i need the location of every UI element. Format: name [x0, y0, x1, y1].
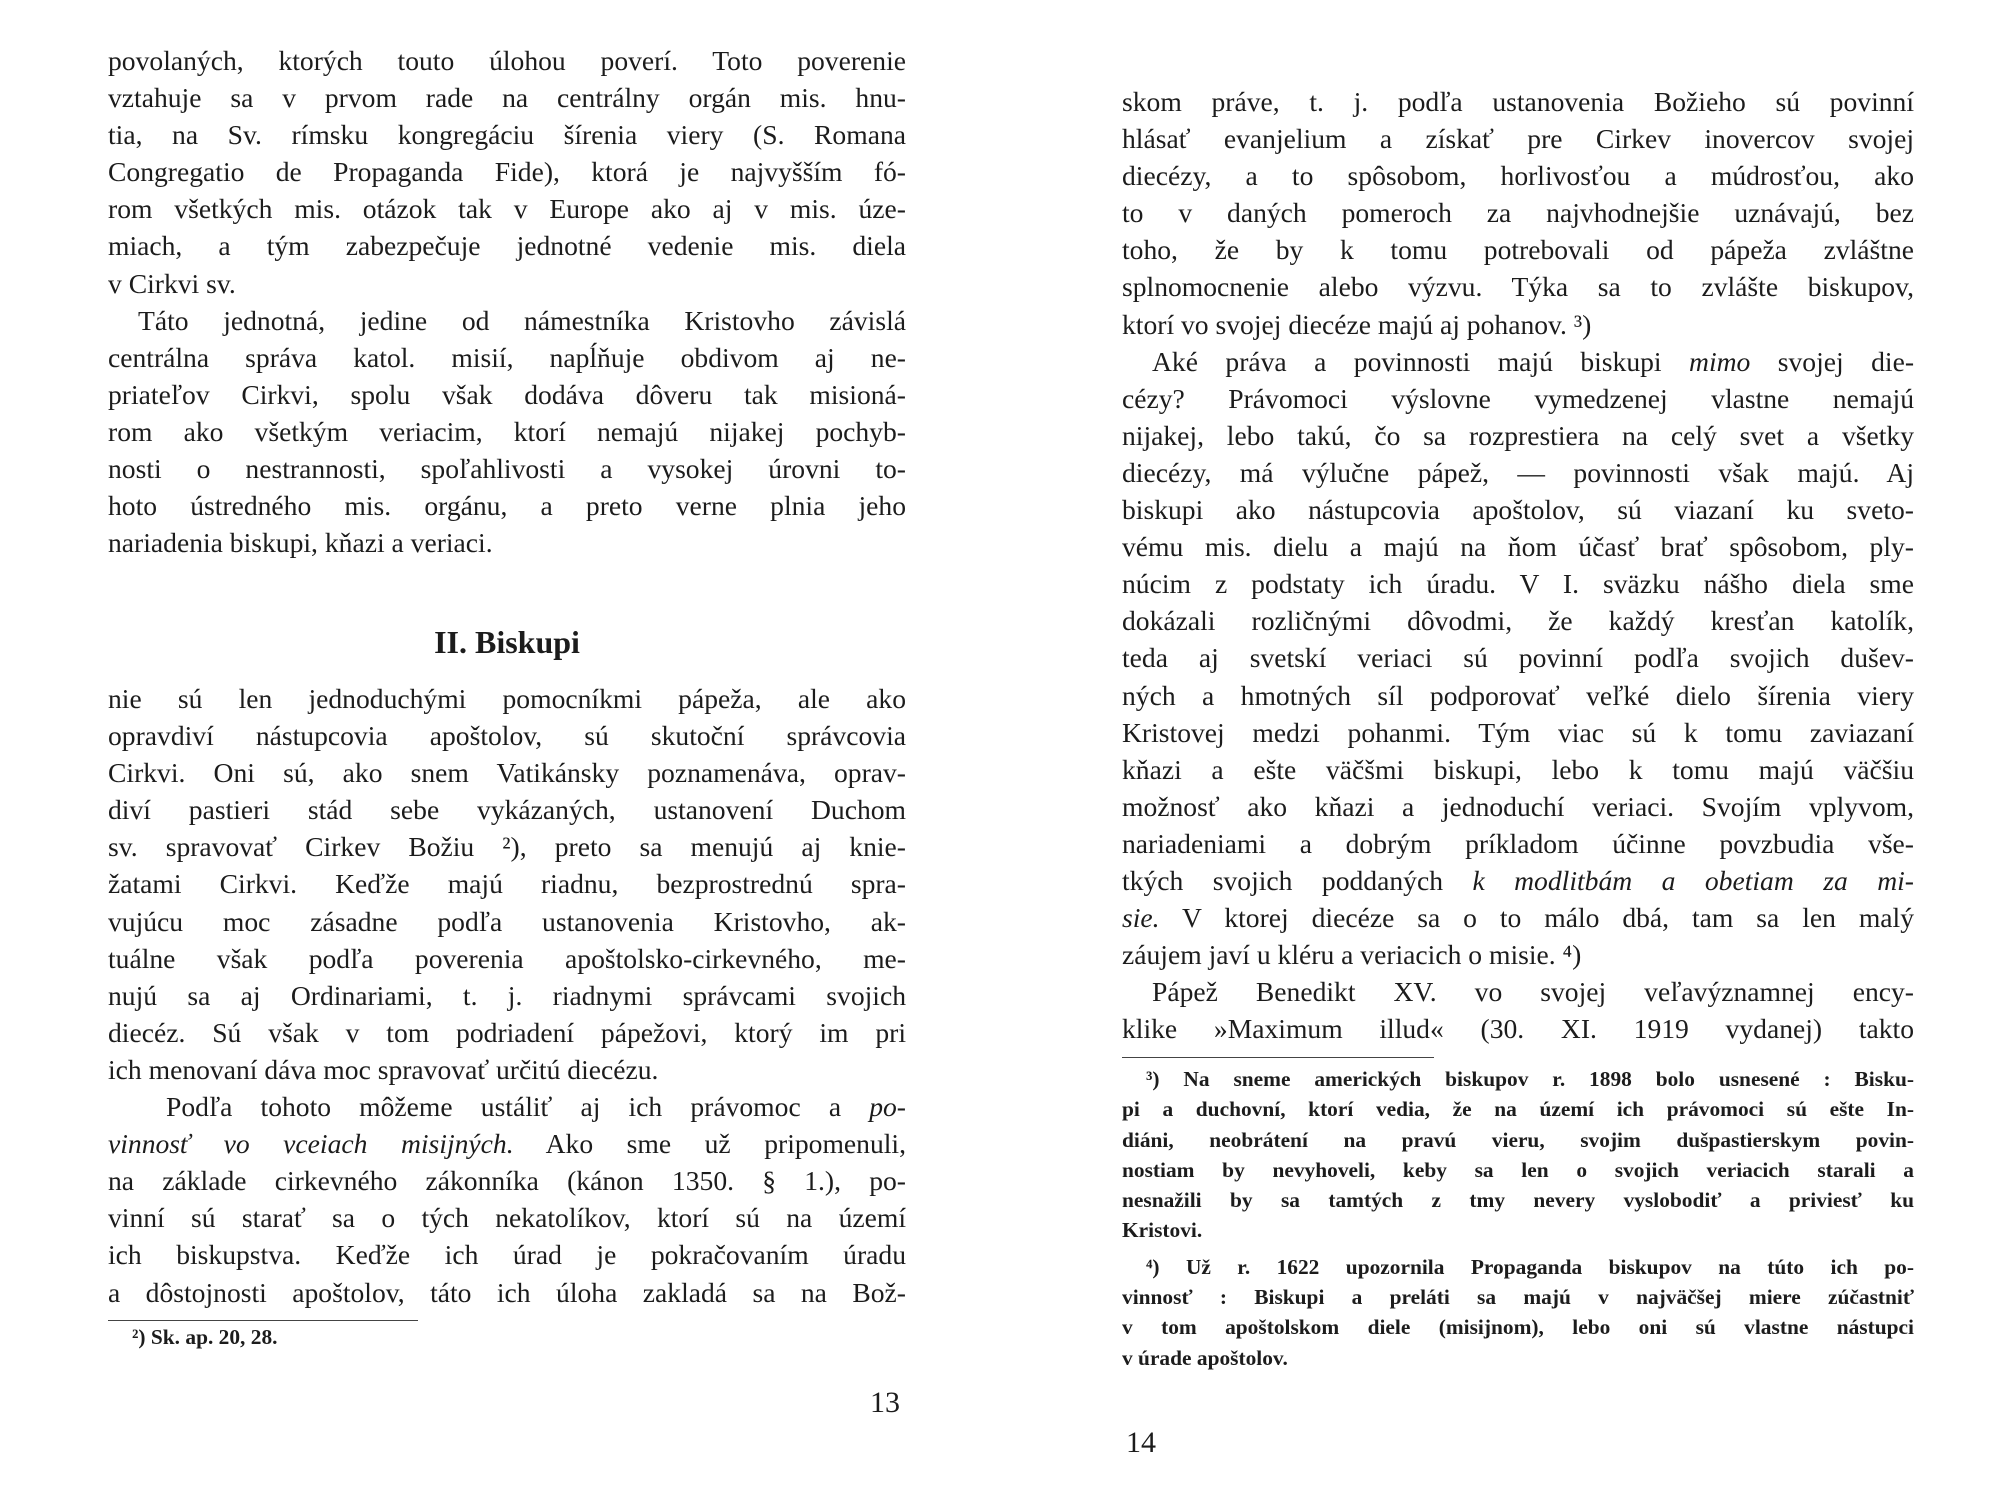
text-line: rom ako všetkým veriacim, ktorí nemajú nijakej pochyb-	[108, 415, 906, 447]
text-line: splnomocnenie alebo výzvu. Týka sa to zvlášte biskupov,	[1122, 271, 1914, 303]
text-line: na základe cirkevného zákonníka (kánon 1350. § 1.), po-	[108, 1165, 906, 1197]
footnote-divider	[108, 1320, 418, 1321]
text-run: tkých svojich poddaných	[1122, 864, 1473, 896]
text-line: nijakej, lebo takú, čo sa rozprestiera na celý svet a všetky	[1122, 419, 1914, 451]
text-line: ktorí vo svojej diecéze majú aj pohanov. ³)	[1122, 308, 1592, 340]
text-line: tuálne však podľa poverenia apoštolsko-cirkevného, me-	[108, 942, 906, 974]
text-run: Podľa tohoto môžeme ustáliť aj ich právomoc a	[166, 1091, 870, 1123]
page-number: 13	[870, 1386, 900, 1419]
text-line: povolaných, ktorých touto úlohou poverí. Toto poverenie	[108, 45, 906, 76]
text-line: Congregatio de Propaganda Fide), ktorá je najvyšším fó-	[108, 156, 906, 188]
text-line: možnosť ako kňazi a jednoduchí veriaci. Svojím vplyvom,	[1122, 790, 1914, 822]
left-paragraph-3	[108, 680, 906, 1088]
text-line: nariadeniami a dobrým príkladom účinne povzbudia vše-	[1122, 827, 1914, 859]
left-paragraph-4	[108, 1088, 906, 1311]
footnote-line: vinnosť : Biskupi a preláti sa majú v najväčšej miere zúčastniť	[1122, 1285, 1914, 1310]
text-line: skom práve, t. j. podľa ustanovenia Božieho sú povinní	[1122, 86, 1914, 117]
footnote-4	[1122, 1252, 1914, 1373]
footnote-3	[1122, 1064, 1914, 1246]
text-line: a dôstojnosti apoštolov, táto ich úloha zakladá sa na Bož-	[108, 1276, 906, 1308]
footnote-line: v úrade apoštolov.	[1122, 1345, 1288, 1370]
italic-text: mimo	[1689, 345, 1751, 377]
footnote-line: ³) Na sneme amerických biskupov r. 1898 bolo usnesené : Bisku-	[1146, 1067, 1914, 1091]
text-line: biskupi ako nástupcovia apoštolov, sú viazaní ku sveto-	[1122, 494, 1914, 526]
text-line: Pápež Benedikt XV. vo svojej veľavýznamnej ency-	[1152, 976, 1914, 1008]
text-line	[1122, 862, 1914, 899]
left-paragraph-2	[108, 302, 906, 562]
text-line: nie sú len jednoduchými pomocníkmi pápeža, ale ako	[108, 683, 906, 714]
left-body-text	[108, 42, 906, 561]
left-footnotes	[132, 1322, 532, 1352]
text-line	[108, 1125, 906, 1162]
right-paragraph-3	[1122, 973, 1914, 1047]
footnote-line: nostiam by nevyhoveli, keby sa len o svojich veriacich starali a	[1122, 1157, 1914, 1182]
text-line: nosti o nestrannosti, spoľahlivosti a vysokej úrovni to-	[108, 453, 906, 485]
footnote-line: Kristovi.	[1122, 1218, 1203, 1243]
text-line: tia, na Sv. rímsku kongregáciu šírenia viery (S. Romana	[108, 119, 906, 151]
text-line: diecézy, má výlučne pápež, — povinnosti však majú. Aj	[1122, 456, 1914, 488]
italic-text: sie.	[1122, 902, 1160, 934]
text-line: rom všetkých mis. otázok tak v Europe ako aj v mis. úze-	[108, 193, 906, 225]
footnote-divider	[1122, 1057, 1434, 1058]
footnote-line: ⁴) Už r. 1622 upozornila Propaganda biskupov na túto ich po-	[1146, 1254, 1914, 1279]
footnote-line: diáni, neobrátení na pravú vieru, svojim dušpastierskym povin-	[1122, 1127, 1914, 1152]
text-line: Kristovej medzi pohanmi. Tým viac sú k tomu zaviazaní	[1122, 716, 1914, 748]
footnote-2: ²) Sk. ap. 20, 28.	[132, 1325, 278, 1349]
text-line: kňazi a ešte väčšmi biskupi, lebo k tomu majú väčšiu	[1122, 753, 1914, 785]
text-line: sv. spravovať Cirkev Božiu ²), preto sa menujú aj knie-	[108, 831, 906, 863]
text-line: vztahuje sa v prvom rade na centrálny orgán mis. hnu-	[108, 82, 906, 114]
text-line: hlásať evanjelium a získať pre Cirkev inovercov svojej	[1122, 123, 1914, 155]
text-line: to v daných pomeroch za najvhodnejšie uznávajú, bez	[1122, 197, 1914, 229]
section-heading: II. Biskupi	[434, 624, 580, 660]
text-line: v Cirkvi sv.	[108, 267, 236, 299]
text-run: Ako sme už pripomenuli,	[513, 1128, 906, 1160]
text-line: opravdiví nástupcovia apoštolov, sú skutoční správcovia	[108, 720, 906, 752]
right-footnotes	[1122, 1064, 1914, 1373]
text-line: centrálna správa katol. misií, napĺňuje obdivom aj ne-	[108, 341, 906, 373]
text-line: diecéz. Sú však v tom podriadení pápežovi, ktorý im pri	[108, 1016, 906, 1048]
text-line: hoto ústredného mis. orgánu, a preto verne plnia jeho	[108, 490, 906, 522]
italic-text: vinnosť vo vceiach misijných.	[108, 1128, 514, 1160]
text-line: diví pastieri stád sebe vykázaných, ustanovení Duchom	[108, 794, 906, 826]
text-line: vujúcu moc zásadne podľa ustanovenia Kristovho, ak-	[108, 905, 906, 937]
text-line: cézy? Právomoci výslovne vymedzenej vlastne nemajú	[1122, 382, 1914, 414]
text-line	[1122, 899, 1914, 936]
text-line: ich biskupstva. Keďže ich úrad je pokračovaním úradu	[108, 1239, 906, 1271]
italic-text: k modlitbám a obetiam za mi-	[1472, 864, 1914, 896]
text-line: miach, a tým zabezpečuje jednotné vedenie mis. diela	[108, 230, 906, 262]
text-run: Aké práva a povinnosti majú biskupi	[1152, 345, 1690, 377]
footnote-line: pi a duchovní, ktorí vedia, že na území ich právomoci sú ešte In-	[1122, 1097, 1914, 1122]
text-line: toho, že by k tomu potrebovali od pápeža zvláštne	[1122, 234, 1914, 266]
text-line: žatami Cirkvi. Keďže majú riadnu, bezprostrednú spra-	[108, 868, 906, 900]
text-line	[1122, 343, 1914, 380]
text-line: nariadenia biskupi, kňazi a veriaci.	[108, 527, 493, 559]
italic-text: po-	[869, 1091, 906, 1123]
text-line: vému mis. dielu a majú na ňom účasť brať spôsobom, ply-	[1122, 531, 1914, 563]
text-line: priateľov Cirkvi, spolu však dodáva dôveru tak misioná-	[108, 378, 906, 410]
right-body-text	[1122, 83, 1914, 1047]
text-line: ných a hmotných síl podporovať veľké dielo šírenia viery	[1122, 679, 1914, 711]
text-line: diecézy, a to spôsobom, horlivosťou a múdrosťou, ako	[1122, 160, 1914, 192]
right-paragraph-1	[1122, 83, 1914, 343]
text-line: ich menovaní dáva moc spravovať určitú diecézu.	[108, 1053, 659, 1085]
left-section-text	[108, 680, 906, 1311]
text-line: Táto jednotná, jedine od námestníka Kristovho závislá	[138, 304, 906, 336]
footnote-line: nesnažili by sa tamtých z tmy nevery vyslobodiť a priviesť ku	[1122, 1188, 1914, 1213]
footnote-line: v tom apoštolskom diele (misijnom), lebo oni sú vlastne nástupci	[1122, 1315, 1914, 1340]
text-line	[108, 1088, 906, 1125]
text-line: núcim z podstaty ich úradu. V I. sväzku nášho diela sme	[1122, 568, 1914, 600]
text-run: svojej die-	[1750, 345, 1915, 377]
text-line: záujem javí u kléru a veriacich o misie. ⁴)	[1122, 939, 1582, 971]
left-paragraph-1	[108, 42, 906, 302]
text-line: teda aj svetskí veriaci sú povinní podľa svojich dušev-	[1122, 642, 1914, 674]
text-line: dokázali rozličnými dôvodmi, že každý kresťan katolík,	[1122, 605, 1914, 637]
text-line: Cirkvi. Oni sú, ako snem Vatikánsky poznamenáva, oprav-	[108, 757, 906, 789]
right-paragraph-2	[1122, 343, 1914, 974]
text-line: klike »Maximum illud« (30. XI. 1919 vydanej) takto	[1122, 1013, 1914, 1045]
text-run: V ktorej diecéze sa o to málo dbá, tam sa len malý	[1159, 902, 1914, 934]
page-number: 14	[1126, 1426, 1156, 1459]
text-line: nujú sa aj Ordinariami, t. j. riadnymi správcami svojich	[108, 979, 906, 1011]
text-line: vinní sú starať sa o tých nekatolíkov, ktorí sú na území	[108, 1202, 906, 1234]
